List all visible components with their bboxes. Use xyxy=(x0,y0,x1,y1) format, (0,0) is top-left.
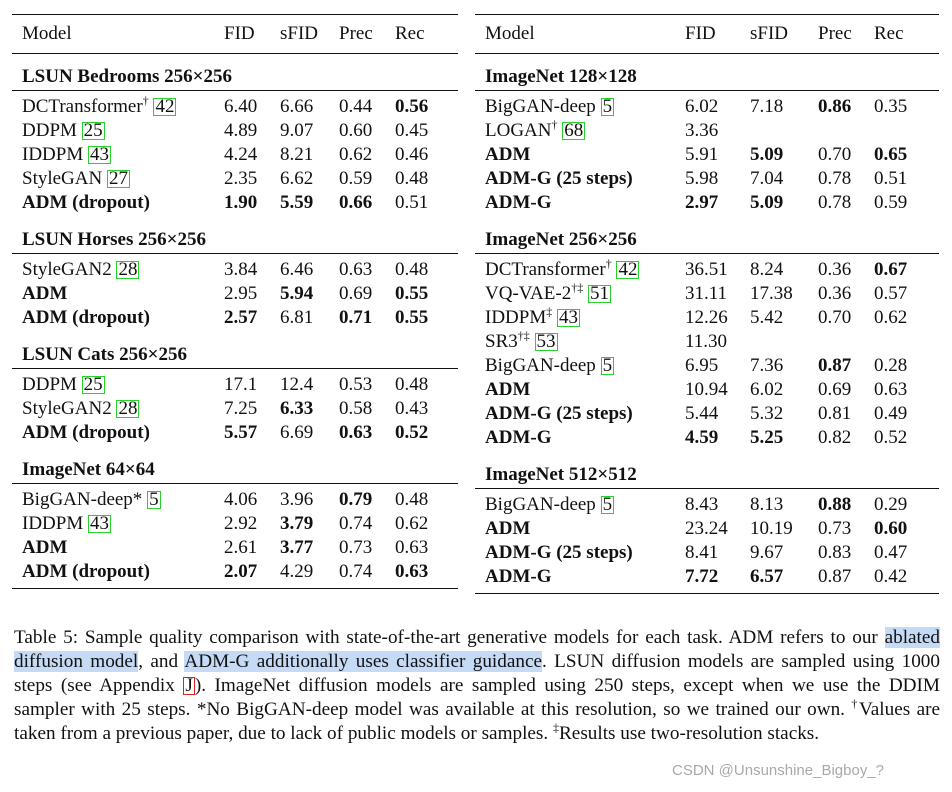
rec-value: 0.48 xyxy=(395,489,429,510)
prec-value: 0.78 xyxy=(818,192,852,213)
fid-value: 2.95 xyxy=(224,283,258,304)
sfid-value: 6.66 xyxy=(280,96,314,117)
fid-value: 23.24 xyxy=(685,518,728,539)
prec-value: 0.62 xyxy=(339,144,373,165)
model-name: ADM xyxy=(485,144,531,165)
prec-value: 0.81 xyxy=(818,403,852,424)
model-name: DDPM 25 xyxy=(22,374,103,395)
fid-value: 12.26 xyxy=(685,307,728,328)
column-header: FID xyxy=(685,23,716,44)
table-row xyxy=(475,330,939,354)
fid-value: 17.1 xyxy=(224,374,258,395)
prec-value: 0.63 xyxy=(339,259,373,280)
appendix-link[interactable]: J xyxy=(185,675,193,696)
table-row xyxy=(475,258,939,282)
fid-value: 4.24 xyxy=(224,144,258,165)
table-row xyxy=(475,565,939,589)
section-title: ImageNet 512×512 xyxy=(485,464,637,485)
fid-value: 2.92 xyxy=(224,513,258,534)
table-row xyxy=(475,306,939,330)
dagger-symbol: † xyxy=(851,696,860,711)
model-name: ADM-G xyxy=(485,566,552,587)
prec-value: 0.83 xyxy=(818,542,852,563)
model-name: DDPM 25 xyxy=(22,120,103,141)
table-row xyxy=(12,488,458,512)
rec-value: 0.29 xyxy=(874,494,908,515)
table-row xyxy=(475,143,939,167)
table-row xyxy=(12,373,458,397)
sfid-value: 12.4 xyxy=(280,374,314,395)
prec-value: 0.44 xyxy=(339,96,373,117)
column-header: Prec xyxy=(339,23,373,44)
table-row xyxy=(12,397,458,421)
citation-link[interactable]: 5 xyxy=(602,96,613,117)
model-name: ADM xyxy=(22,283,68,304)
fid-value: 7.72 xyxy=(685,566,719,587)
sfid-value: 6.46 xyxy=(280,259,314,280)
citation-link[interactable]: 28 xyxy=(118,259,138,280)
sfid-value: 6.33 xyxy=(280,398,314,419)
results-table-left xyxy=(12,14,458,589)
fid-value: 1.90 xyxy=(224,192,258,213)
model-name: ADM-G (25 steps) xyxy=(485,403,633,424)
fid-value: 6.95 xyxy=(685,355,719,376)
prec-value: 0.86 xyxy=(818,96,852,117)
prec-value: 0.88 xyxy=(818,494,852,515)
prec-value: 0.59 xyxy=(339,168,373,189)
model-name: ADM (dropout) xyxy=(22,307,150,328)
prec-value: 0.70 xyxy=(818,144,852,165)
fid-value: 2.61 xyxy=(224,537,258,558)
citation-link[interactable]: 53 xyxy=(536,331,556,352)
model-name: IDDPM 43 xyxy=(22,144,109,165)
section-title: ImageNet 256×256 xyxy=(485,229,637,250)
prec-value: 0.78 xyxy=(818,168,852,189)
table-row xyxy=(475,426,939,450)
fid-value: 5.44 xyxy=(685,403,719,424)
sfid-value: 8.13 xyxy=(750,494,784,515)
table-row xyxy=(475,282,939,306)
column-header: Model xyxy=(22,23,72,44)
prec-value: 0.87 xyxy=(818,355,852,376)
table-row xyxy=(12,536,458,560)
model-name: ADM xyxy=(485,518,531,539)
rec-value: 0.62 xyxy=(874,307,908,328)
rec-value: 0.48 xyxy=(395,374,429,395)
caption-highlight-admg: ADM-G additionally uses classifier guidance xyxy=(184,651,542,672)
prec-value: 0.60 xyxy=(339,120,373,141)
model-name: StyleGAN2 28 xyxy=(22,259,138,280)
table-header xyxy=(475,15,939,53)
citation-link[interactable]: 5 xyxy=(149,489,159,510)
prec-value: 0.87 xyxy=(818,566,852,587)
table-row xyxy=(475,95,939,119)
model-name: ADM xyxy=(22,537,68,558)
model-name: ADM (dropout) xyxy=(22,192,150,213)
rec-value: 0.63 xyxy=(395,537,429,558)
prec-value: 0.53 xyxy=(339,374,373,395)
prec-value: 0.36 xyxy=(818,283,852,304)
citation-link[interactable]: 5 xyxy=(602,355,613,376)
table-row xyxy=(12,421,458,445)
section-title: ImageNet 64×64 xyxy=(22,459,155,480)
fid-value: 2.57 xyxy=(224,307,258,328)
rec-value: 0.48 xyxy=(395,259,429,280)
prec-value: 0.79 xyxy=(339,489,373,510)
fid-value: 2.97 xyxy=(685,192,719,213)
rec-value: 0.65 xyxy=(874,144,908,165)
double-dagger-symbol: ‡ xyxy=(553,720,559,735)
fid-value: 7.25 xyxy=(224,398,258,419)
rec-value: 0.55 xyxy=(395,283,429,304)
fid-value: 3.84 xyxy=(224,259,258,280)
model-name: ADM-G xyxy=(485,427,552,448)
caption-text: . LSUN diffusion models are sampled using 1000 steps (see Appendix xyxy=(14,651,940,696)
caption-text: Results use two-resolution stacks. xyxy=(559,723,820,744)
caption-text: , and xyxy=(138,651,185,672)
model-name: IDDPM‡ 43 xyxy=(485,304,578,328)
column-header: Rec xyxy=(395,23,425,44)
section-title: LSUN Bedrooms 256×256 xyxy=(22,66,232,87)
column-header: sFID xyxy=(280,23,319,44)
citation-link[interactable]: 25 xyxy=(83,120,103,141)
fid-value: 4.89 xyxy=(224,120,258,141)
fid-value: 4.59 xyxy=(685,427,719,448)
rec-value: 0.47 xyxy=(874,542,908,563)
rec-value: 0.45 xyxy=(395,120,429,141)
sfid-value: 5.94 xyxy=(280,283,314,304)
table-row xyxy=(475,493,939,517)
rec-value: 0.55 xyxy=(395,307,429,328)
fid-value: 6.02 xyxy=(685,96,719,117)
rec-value: 0.51 xyxy=(395,192,429,213)
prec-value: 0.66 xyxy=(339,192,373,213)
rec-value: 0.62 xyxy=(395,513,429,534)
table-row xyxy=(12,143,458,167)
sfid-value: 9.67 xyxy=(750,542,784,563)
fid-value: 36.51 xyxy=(685,259,728,280)
sfid-value: 9.07 xyxy=(280,120,314,141)
rec-value: 0.57 xyxy=(874,283,908,304)
table-row xyxy=(12,95,458,119)
table-row xyxy=(12,119,458,143)
model-name: IDDPM 43 xyxy=(22,513,109,534)
table-row xyxy=(12,306,458,330)
model-name: ADM-G xyxy=(485,192,552,213)
table-row xyxy=(475,167,939,191)
fid-value: 2.07 xyxy=(224,561,258,582)
sfid-value: 5.09 xyxy=(750,144,784,165)
model-name: LOGAN† 68 xyxy=(485,117,584,141)
sfid-value: 4.29 xyxy=(280,561,314,582)
sfid-value: 6.81 xyxy=(280,307,314,328)
fid-value: 31.11 xyxy=(685,283,728,304)
fid-value: 11.30 xyxy=(685,331,728,352)
model-name: StyleGAN 27 xyxy=(22,168,128,189)
rec-value: 0.49 xyxy=(874,403,908,424)
model-name: BigGAN-deep* 5 xyxy=(22,489,159,510)
fid-value: 8.43 xyxy=(685,494,719,515)
prec-value: 0.74 xyxy=(339,513,373,534)
rec-value: 0.67 xyxy=(874,259,908,280)
prec-value: 0.74 xyxy=(339,561,373,582)
prec-value: 0.82 xyxy=(818,427,852,448)
sfid-value: 17.38 xyxy=(750,283,793,304)
fid-value: 4.06 xyxy=(224,489,258,510)
caption-text: ). ImageNet diffusion models are sampled using 250 steps, except when we use the DDIM sampler with 25 steps. *No BigGAN-deep model was available at this resolution, so we trained our own. xyxy=(14,675,940,720)
fid-value: 5.98 xyxy=(685,168,719,189)
model-name: BigGAN-deep 5 xyxy=(485,355,613,376)
sfid-value: 5.09 xyxy=(750,192,784,213)
caption-text: Table 5: Sample quality comparison with state-of-the-art generative models for each task. ADM refers to our xyxy=(14,627,885,648)
prec-value: 0.69 xyxy=(818,379,852,400)
model-name: ADM (dropout) xyxy=(22,422,150,443)
table-row xyxy=(475,402,939,426)
citation-link[interactable]: 68 xyxy=(564,120,584,141)
citation-link[interactable]: 42 xyxy=(155,96,175,117)
watermark: CSDN @Unsunshine_Bigboy_? xyxy=(672,762,885,779)
sfid-value: 6.02 xyxy=(750,379,784,400)
rec-value: 0.48 xyxy=(395,168,429,189)
fid-value: 10.94 xyxy=(685,379,728,400)
table-row xyxy=(12,258,458,282)
model-name: DCTransformer† 42 xyxy=(485,256,638,280)
rec-value: 0.60 xyxy=(874,518,908,539)
model-name: SR3†‡ 53 xyxy=(485,328,556,352)
results-table-right xyxy=(475,14,939,594)
citation-link[interactable]: 51 xyxy=(589,283,609,304)
sfid-value: 5.32 xyxy=(750,403,784,424)
model-name: ADM-G (25 steps) xyxy=(485,542,633,563)
rec-value: 0.51 xyxy=(874,168,908,189)
table-row xyxy=(12,191,458,215)
sfid-value: 3.79 xyxy=(280,513,314,534)
prec-value: 0.69 xyxy=(339,283,373,304)
sfid-value: 5.42 xyxy=(750,307,784,328)
citation-link[interactable]: 43 xyxy=(89,144,109,165)
rec-value: 0.52 xyxy=(395,422,429,443)
section-title: ImageNet 128×128 xyxy=(485,66,637,87)
table-row xyxy=(12,512,458,536)
citation-link[interactable]: 25 xyxy=(83,374,103,395)
prec-value: 0.73 xyxy=(818,518,852,539)
prec-value: 0.71 xyxy=(339,307,373,328)
caption-text: Values are taken from a previous paper, due to lack of public models or samples. xyxy=(14,699,941,744)
prec-value: 0.58 xyxy=(339,398,373,419)
model-name: BigGAN-deep 5 xyxy=(485,96,613,117)
rec-value: 0.42 xyxy=(874,566,908,587)
rec-value: 0.46 xyxy=(395,144,429,165)
sfid-value: 3.96 xyxy=(280,489,314,510)
model-name: StyleGAN2 28 xyxy=(22,398,138,419)
rec-value: 0.43 xyxy=(395,398,429,419)
citation-link[interactable]: 5 xyxy=(602,494,613,515)
fid-value: 5.91 xyxy=(685,144,719,165)
table-row xyxy=(475,354,939,378)
table-row xyxy=(475,191,939,215)
section-title: LSUN Horses 256×256 xyxy=(22,229,206,250)
sfid-value: 6.62 xyxy=(280,168,314,189)
rec-value: 0.28 xyxy=(874,355,908,376)
sfid-value: 3.77 xyxy=(280,537,314,558)
sfid-value: 5.25 xyxy=(750,427,784,448)
column-header: Prec xyxy=(818,23,852,44)
table-row xyxy=(475,378,939,402)
table-caption xyxy=(14,626,940,746)
rec-value: 0.52 xyxy=(874,427,908,448)
rec-value: 0.63 xyxy=(395,561,429,582)
caption-highlight-adm: ablated diffusion model xyxy=(14,627,940,672)
sfid-value: 7.18 xyxy=(750,96,784,117)
citation-link[interactable]: 42 xyxy=(618,259,638,280)
citation-link[interactable]: 27 xyxy=(108,168,128,189)
prec-value: 0.70 xyxy=(818,307,852,328)
sfid-value: 8.21 xyxy=(280,144,314,165)
rec-value: 0.59 xyxy=(874,192,908,213)
table-row xyxy=(475,119,939,143)
table-row xyxy=(12,167,458,191)
model-name: ADM (dropout) xyxy=(22,561,150,582)
sfid-value: 8.24 xyxy=(750,259,784,280)
sfid-value: 7.04 xyxy=(750,168,784,189)
table-row xyxy=(475,541,939,565)
rec-value: 0.35 xyxy=(874,96,908,117)
citation-link[interactable]: 43 xyxy=(89,513,109,534)
prec-value: 0.63 xyxy=(339,422,373,443)
fid-value: 2.35 xyxy=(224,168,258,189)
fid-value: 3.36 xyxy=(685,120,719,141)
sfid-value: 6.69 xyxy=(280,422,314,443)
model-name: ADM xyxy=(485,379,531,400)
model-name: DCTransformer† 42 xyxy=(22,93,175,117)
fid-value: 6.40 xyxy=(224,96,258,117)
fid-value: 8.41 xyxy=(685,542,719,563)
rec-value: 0.56 xyxy=(395,96,429,117)
model-name: ADM-G (25 steps) xyxy=(485,168,633,189)
citation-link[interactable]: 28 xyxy=(118,398,138,419)
table-header xyxy=(12,15,458,53)
column-header: Rec xyxy=(874,23,904,44)
prec-value: 0.36 xyxy=(818,259,852,280)
table-row xyxy=(12,282,458,306)
column-header: Model xyxy=(485,23,535,44)
sfid-value: 10.19 xyxy=(750,518,793,539)
sfid-value: 5.59 xyxy=(280,192,314,213)
model-name: BigGAN-deep 5 xyxy=(485,494,613,515)
column-header: FID xyxy=(224,23,255,44)
prec-value: 0.73 xyxy=(339,537,373,558)
model-name: VQ-VAE-2†‡ 51 xyxy=(485,280,609,304)
section-title: LSUN Cats 256×256 xyxy=(22,344,187,365)
table-row xyxy=(12,560,458,584)
fid-value: 5.57 xyxy=(224,422,258,443)
table-row xyxy=(475,517,939,541)
sfid-value: 7.36 xyxy=(750,355,784,376)
column-header: sFID xyxy=(750,23,789,44)
rec-value: 0.63 xyxy=(874,379,908,400)
citation-link[interactable]: 43 xyxy=(558,307,578,328)
sfid-value: 6.57 xyxy=(750,566,784,587)
